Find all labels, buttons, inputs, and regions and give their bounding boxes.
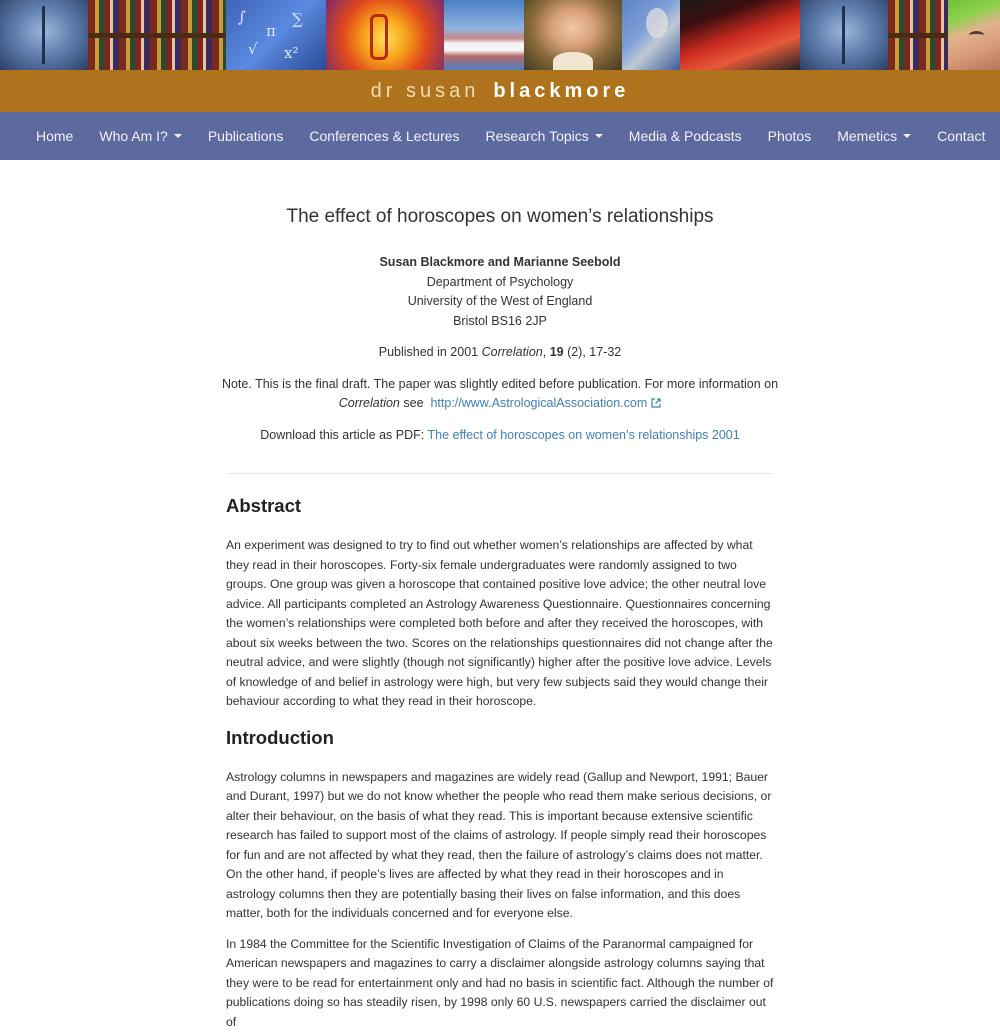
- download-line: [226, 426, 774, 446]
- caret-down-icon: [174, 134, 182, 138]
- pub-sep: ,: [543, 345, 550, 359]
- draft-note: [210, 375, 790, 414]
- nav-conferences-label: Conferences & Lectures: [309, 128, 459, 144]
- section-divider: [226, 473, 774, 474]
- nav-media-podcasts-label: Media & Podcasts: [629, 128, 742, 144]
- caret-down-icon: [595, 134, 603, 138]
- banner-bookshelf-image: [88, 0, 226, 70]
- introduction-section: [226, 726, 774, 1032]
- site-brand-bar[interactable]: [0, 70, 1000, 112]
- publication-info: [226, 343, 774, 363]
- nav-contact[interactable]: [924, 112, 998, 160]
- pub-journal: Correlation: [482, 345, 543, 359]
- abstract-paragraph: An experiment was designed to try to find out whether women’s relationships are affected by what they read in their horoscopes. Forty-six female undergraduates were randomly assigned to two groups. One group was given a horoscope that contained positive love advice; the other neutral love advice. All participants completed an Astrology Awareness Questionnaire. Questionnaires concerning the women’s relationships were completed both before and after they received the horoscopes, with about six weeks between the two. Scores on the relationships questionnaires did not change after the neutral advice, and were slightly (though not significantly) higher after the positive love advice. Levels of knowledge of and belief in astrology were high, but very few subjects said they would change their behaviour according to what they read in their horoscope.: [226, 536, 774, 712]
- external-link-icon: [651, 398, 661, 408]
- nav-conferences[interactable]: [296, 112, 472, 160]
- nav-home[interactable]: [23, 112, 86, 160]
- nav-memetics-label: Memetics: [837, 128, 897, 144]
- nav-photos[interactable]: [755, 112, 825, 160]
- main-nav: [0, 112, 1000, 160]
- banner-portrait-image: [524, 0, 622, 70]
- draft-note-text: Note. This is the final draft. The paper was slightly edited before publication. For more information on: [210, 375, 790, 395]
- introduction-heading: Introduction: [226, 726, 774, 750]
- article-content: [226, 205, 774, 1032]
- article-title: The effect of horoscopes on women’s relationships: [226, 205, 774, 229]
- author-city: Bristol BS16 2JP: [226, 312, 774, 332]
- pub-volume: 19: [550, 345, 564, 359]
- nav-home-label: Home: [36, 128, 73, 144]
- header-banner: [0, 0, 1000, 70]
- nav-who-am-i-label: Who Am I?: [99, 128, 167, 144]
- note-see: see: [400, 396, 424, 410]
- abstract-section: [226, 494, 774, 712]
- banner-smile-image: [444, 0, 524, 70]
- banner-portrait-bw-image: [622, 0, 680, 70]
- nav-media-podcasts[interactable]: [616, 112, 755, 160]
- astrological-association-link-text: http://www.AstrologicalAssociation.com: [430, 396, 647, 410]
- nav-publications[interactable]: [195, 112, 297, 160]
- banner-brain-image: [0, 0, 88, 70]
- banner-red-hair-image: [680, 0, 800, 70]
- nav-photos-label: Photos: [768, 128, 812, 144]
- brand-name-light: dr susan: [371, 80, 480, 103]
- caret-down-icon: [903, 134, 911, 138]
- author-university: University of the West of England: [226, 292, 774, 312]
- nav-who-am-i[interactable]: [86, 112, 194, 160]
- article-authors: Susan Blackmore and Marianne Seebold: [226, 253, 774, 273]
- brand-name-bold: blackmore: [493, 80, 629, 103]
- nav-research-topics-label: Research Topics: [486, 128, 589, 144]
- pub-prefix: Published in 2001: [379, 345, 482, 359]
- banner-art-image: [326, 0, 444, 70]
- download-pdf-link[interactable]: The effect of horoscopes on women’s relationships 2001: [427, 428, 739, 442]
- nav-publications-label: Publications: [208, 128, 284, 144]
- author-department: Department of Psychology: [226, 273, 774, 293]
- introduction-paragraph-1: Astrology columns in newspapers and magazines are widely read (Gallup and Newport, 1991; Bauer and Durant, 1997) but we do not know whether the people who read them make serious decisions, or alter their behaviour, on the basis of what they read. This is important because extensive scientific research has failed to support most of the claims of astrology. If people simply read their horoscopes for fun and are not affected by what they read, then the failure of astrology’s claims does not matter. On the other hand, if people’s lives are affected by what they read in their horoscopes and in astrology columns then they are potentially basing their lives on false information, and this does matter, both for the individuals concerned and for everyone else.: [226, 768, 774, 924]
- astrological-association-link[interactable]: [430, 396, 661, 410]
- introduction-paragraph-2: In 1984 the Committee for the Scientific Investigation of Claims of the Paranormal campaigned for American newspapers and magazines to carry a disclaimer alongside astrology columns saying that they were to be read for entertainment only and had no basis in scientific fact. Although the number of publications doing so has steadily risen, by 1998 only 60 U.S. newspapers carried the disclaimer out of: [226, 935, 774, 1032]
- abstract-heading: Abstract: [226, 494, 774, 518]
- download-label: Download this article as PDF:: [260, 428, 427, 442]
- nav-memetics[interactable]: [824, 112, 924, 160]
- banner-math-image: ∫ π ∑ √ x²: [226, 0, 326, 70]
- pub-issue: (2), 17-32: [564, 345, 622, 359]
- nav-contact-label: Contact: [937, 128, 985, 144]
- note-journal: Correlation: [339, 396, 400, 410]
- banner-bookshelf-image-2: [888, 0, 948, 70]
- banner-brain-image-2: [800, 0, 888, 70]
- banner-green-hair-image-2: [948, 0, 1000, 70]
- article-byline: [226, 253, 774, 331]
- nav-research-topics[interactable]: [473, 112, 616, 160]
